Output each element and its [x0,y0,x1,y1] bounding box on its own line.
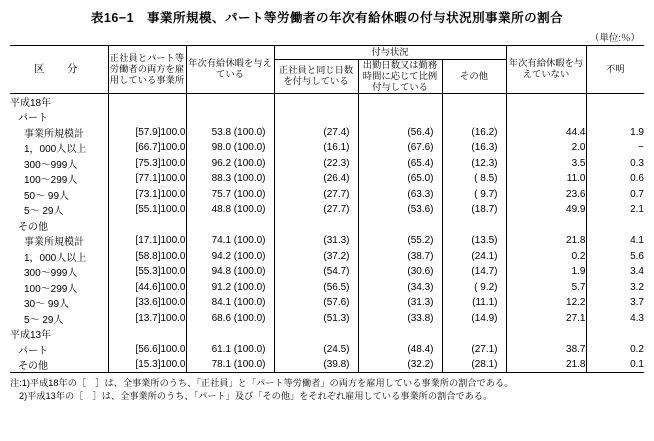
cell-prorated: (31.3) [358,295,442,311]
cell-unknown: 0.3 [586,155,644,171]
cell-prorated: (63.3) [358,186,442,202]
cell-not-granted: 2.0 [506,140,586,156]
header-other: その他 [442,60,506,94]
cell-same: (39.8) [274,357,358,373]
table-section-row [10,217,644,233]
cell-unknown: 4.1 [586,233,644,249]
cell-same [274,109,358,125]
statistics-table [10,45,644,373]
row-label: 300〜999人 [24,268,78,280]
cell-other: (13.5) [442,233,506,249]
cell-other: (18.7) [442,202,506,218]
header-granted: 年次有給休暇を与えている [186,46,274,94]
cell-granted [186,93,274,109]
table-notes [10,377,644,404]
cell-prorated: (38.7) [358,248,442,264]
cell-not-granted: 44.4 [506,124,586,140]
cell-same: (27.7) [274,186,358,202]
header-not-granted: 年次有給休暇を与えていない [506,46,586,94]
cell-granted: 84.1 (100.0) [186,295,274,311]
cell-granted: 78.1 (100.0) [186,357,274,373]
table-row [10,279,644,295]
row-label: 100〜299人 [24,175,78,187]
cell-prorated [358,109,442,125]
cell-both: [13.7]100.0 [108,310,186,326]
table-row [10,186,644,202]
cell-other: (14.7) [442,264,506,280]
cell-prorated: (33.8) [358,310,442,326]
cell-other: (28.1) [442,357,506,373]
cell-granted: 98.0 (100.0) [186,140,274,156]
cell-unknown: 2.1 [586,202,644,218]
cell-both [108,93,186,109]
cell-not-granted: 38.7 [506,341,586,357]
row-label: 100〜299人 [24,283,78,295]
cell-same: (31.3) [274,233,358,249]
cell-granted: 53.8 (100.0) [186,124,274,140]
cell-prorated: (56.4) [358,124,442,140]
row-label: 5〜 29人 [24,206,64,218]
cell-both: [66.7]100.0 [108,140,186,156]
cell-granted: 74.1 (100.0) [186,233,274,249]
cell-granted: 48.8 (100.0) [186,202,274,218]
cell-prorated: (65.4) [358,155,442,171]
header-kubun: 区 分 [10,46,108,94]
cell-not-granted: 21.8 [506,233,586,249]
table-row [10,248,644,264]
cell-prorated: (48.4) [358,341,442,357]
row-label: パート [18,113,48,125]
cell-other: (16.3) [442,140,506,156]
table-row [10,341,644,357]
row-label: 1，000人以上 [24,252,87,264]
table-body [10,93,644,372]
cell-prorated [358,93,442,109]
cell-granted: 91.2 (100.0) [186,279,274,295]
cell-not-granted [506,93,586,109]
row-label: 平成13年 [10,330,52,342]
cell-granted [186,217,274,233]
cell-both [108,109,186,125]
table-row [10,295,644,311]
cell-both: [15.3]100.0 [108,357,186,373]
cell-both: [55.1]100.0 [108,202,186,218]
cell-unknown: 0.6 [586,171,644,187]
cell-same: (37.2) [274,248,358,264]
table-row [10,171,644,187]
cell-unknown [586,326,644,342]
table-row [10,357,644,373]
row-label: パート [18,345,48,357]
cell-both: [77.1]100.0 [108,171,186,187]
cell-prorated [358,217,442,233]
cell-granted: 68.6 (100.0) [186,310,274,326]
cell-unknown: 4.3 [586,310,644,326]
cell-other: ( 8.5) [442,171,506,187]
cell-prorated: (32.2) [358,357,442,373]
table-row [10,202,644,218]
header-group-status: 付与状況 [274,46,506,60]
note-2: 2)平成13年の［ ］は、全事業所のうち、「パート」及び「その他」をそれぞれ雇用している事業所の割合である。 [19,391,493,402]
cell-granted: 96.2 (100.0) [186,155,274,171]
table-row [10,155,644,171]
row-label: 5〜 29人 [24,314,64,326]
cell-not-granted: 27.1 [506,310,586,326]
cell-same: (56.5) [274,279,358,295]
cell-prorated [358,326,442,342]
table-section-row [10,93,644,109]
cell-both: [17.1]100.0 [108,233,186,249]
cell-not-granted: 5.7 [506,279,586,295]
cell-same: (26.4) [274,171,358,187]
cell-not-granted [506,326,586,342]
row-label: 300〜999人 [24,159,78,171]
cell-unknown: 0.1 [586,357,644,373]
cell-both: [57.9]100.0 [108,124,186,140]
cell-not-granted: 0.2 [506,248,586,264]
cell-same: (57.6) [274,295,358,311]
cell-other: ( 9.7) [442,186,506,202]
cell-both: [56.6]100.0 [108,341,186,357]
cell-both [108,217,186,233]
cell-unknown: 3.4 [586,264,644,280]
cell-other: (14.9) [442,310,506,326]
cell-same: (27.7) [274,202,358,218]
table-section-row [10,109,644,125]
row-label: 事業所規模計 [24,237,84,249]
cell-unknown: − [586,140,644,156]
cell-other: (11.1) [442,295,506,311]
cell-unknown [586,93,644,109]
table-header [10,46,644,94]
cell-same: (51.3) [274,310,358,326]
row-label: 50〜 99人 [24,190,70,202]
cell-granted: 88.3 (100.0) [186,171,274,187]
cell-both: [44.6]100.0 [108,279,186,295]
row-label: 1，000人以上 [24,144,87,156]
cell-prorated: (65.0) [358,171,442,187]
cell-both: [75.3]100.0 [108,155,186,171]
cell-unknown: 5.6 [586,248,644,264]
table-section-row [10,326,644,342]
cell-other: ( 9.2) [442,279,506,295]
cell-prorated: (55.2) [358,233,442,249]
table-row [10,233,644,249]
cell-not-granted: 1.9 [506,264,586,280]
cell-not-granted: 11.0 [506,171,586,187]
cell-not-granted: 21.8 [506,357,586,373]
cell-same: (27.4) [274,124,358,140]
cell-other [442,326,506,342]
cell-unknown: 0.7 [586,186,644,202]
note-1: 注:1)平成18年の［ ］は、全事業所のうち、「正社員」と「パート等労働者」の両方を雇用している事業所の割合である。 [10,377,514,388]
cell-other: (27.1) [442,341,506,357]
cell-granted [186,109,274,125]
cell-not-granted: 49.9 [506,202,586,218]
cell-unknown [586,109,644,125]
cell-prorated: (67.6) [358,140,442,156]
header-same-days: 正社員と同じ日数を付与している [274,60,358,94]
cell-not-granted: 12.2 [506,295,586,311]
cell-other [442,109,506,125]
cell-not-granted: 3.5 [506,155,586,171]
row-label: 30〜 99人 [24,299,70,311]
cell-same: (22.3) [274,155,358,171]
row-label: その他 [18,221,48,233]
cell-prorated: (53.6) [358,202,442,218]
cell-other: (24.1) [442,248,506,264]
cell-same [274,217,358,233]
cell-both: [58.8]100.0 [108,248,186,264]
cell-same: (16.1) [274,140,358,156]
cell-other: (12.3) [442,155,506,171]
table-row [10,140,644,156]
table-row [10,264,644,280]
cell-prorated: (30.6) [358,264,442,280]
cell-prorated: (34.3) [358,279,442,295]
header-prorated: 出勤日数又は勤務時間に応じて比例付与している [358,60,442,94]
cell-both: [55.3]100.0 [108,264,186,280]
header-both-employed: 正社員とパート等労働者の両方を雇用している事業所 [108,46,186,94]
cell-same: (24.5) [274,341,358,357]
cell-granted: 75.7 (100.0) [186,186,274,202]
cell-not-granted: 23.6 [506,186,586,202]
cell-other: (16.2) [442,124,506,140]
cell-other [442,217,506,233]
cell-not-granted [506,217,586,233]
page-title: 表16−1 事業所規模、パート等労働者の年次有給休暇の付与状況別事業所の割合 [90,11,564,25]
cell-both: [33.6]100.0 [108,295,186,311]
cell-granted: 61.1 (100.0) [186,341,274,357]
unit-label: （単位:％） [589,33,640,44]
cell-same [274,326,358,342]
cell-other [442,93,506,109]
cell-both [108,326,186,342]
table-row [10,124,644,140]
row-label: その他 [10,357,108,373]
cell-unknown [586,217,644,233]
cell-granted [186,326,274,342]
cell-not-granted [506,109,586,125]
row-label: 平成18年 [10,97,52,109]
cell-unknown: 0.2 [586,341,644,357]
cell-same: (54.7) [274,264,358,280]
cell-unknown: 3.7 [586,295,644,311]
cell-unknown: 3.2 [586,279,644,295]
table-row [10,310,644,326]
cell-granted: 94.2 (100.0) [186,248,274,264]
cell-same [274,93,358,109]
cell-unknown: 1.9 [586,124,644,140]
cell-both: [73.1]100.0 [108,186,186,202]
cell-granted: 94.8 (100.0) [186,264,274,280]
header-unknown: 不明 [586,46,644,94]
row-label: 事業所規模計 [24,128,84,140]
